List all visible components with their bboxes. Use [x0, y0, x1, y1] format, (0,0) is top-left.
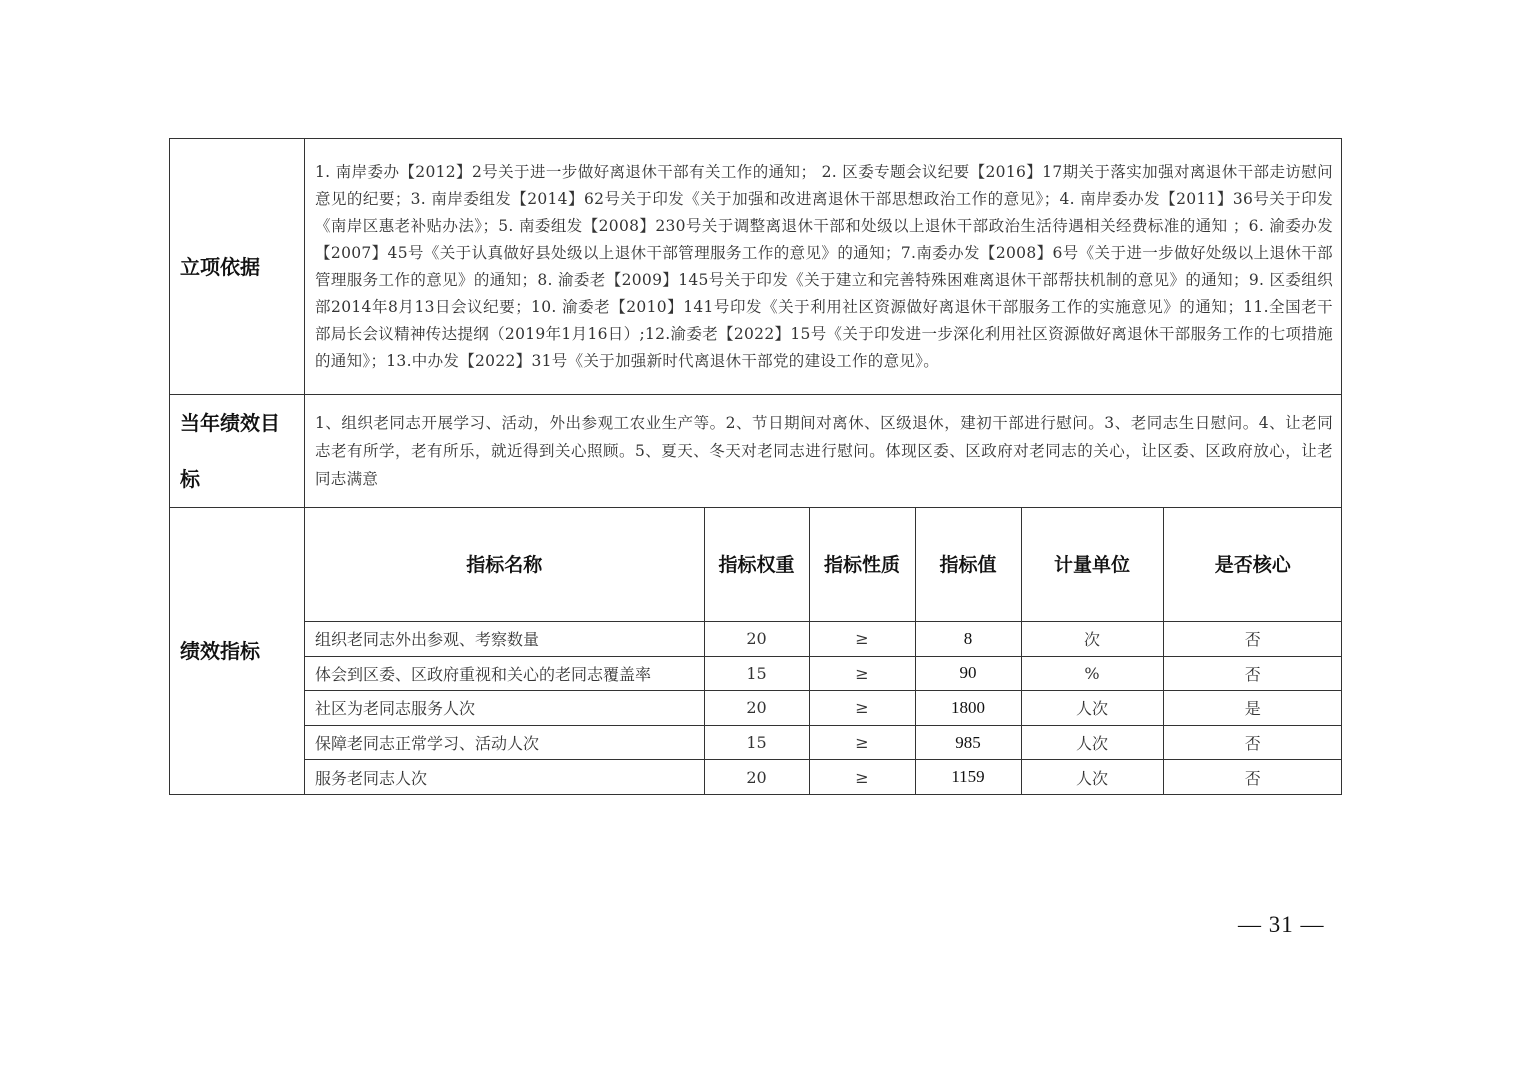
metric-unit: %	[1021, 656, 1163, 691]
metric-nature: ≥	[809, 760, 915, 794]
goal-label: 当年绩效目标	[170, 395, 305, 508]
metric-unit: 次	[1021, 622, 1163, 657]
header-name: 指标名称	[305, 508, 704, 622]
metric-core: 否	[1163, 656, 1342, 691]
metric-nature: ≥	[809, 656, 915, 691]
metric-name: 社区为老同志服务人次	[305, 691, 704, 726]
goal-text: 1、组织老同志开展学习、活动，外出参观工农业生产等。2、节日期间对离休、区级退休，建初干部进行慰问。3、老同志生日慰问。4、让老同志老有所学，老有所乐，就近得到关心照顾。5、夏天、冬天对老同志进行慰问。体现区委、区政府对老同志的关心，让区委、区政府放心，让老同志满意	[305, 395, 1342, 508]
table-row	[305, 760, 1342, 794]
metric-nature: ≥	[809, 691, 915, 726]
metric-weight: 15	[704, 656, 809, 691]
metric-unit: 人次	[1021, 725, 1163, 760]
metrics-table	[305, 508, 1342, 794]
metric-weight: 15	[704, 725, 809, 760]
table-row	[305, 656, 1342, 691]
metric-value: 8	[915, 622, 1021, 657]
metrics-header-row	[305, 508, 1342, 622]
table-row	[305, 622, 1342, 657]
header-core: 是否核心	[1163, 508, 1342, 622]
metric-nature: ≥	[809, 622, 915, 657]
page-number: — 31 —	[1238, 912, 1325, 937]
metric-name: 体会到区委、区政府重视和关心的老同志覆盖率	[305, 656, 704, 691]
header-weight: 指标权重	[704, 508, 809, 622]
table-row	[305, 725, 1342, 760]
header-value: 指标值	[915, 508, 1021, 622]
metric-value: 985	[915, 725, 1021, 760]
table-row	[305, 691, 1342, 726]
metric-name: 组织老同志外出参观、考察数量	[305, 622, 704, 657]
metric-nature: ≥	[809, 725, 915, 760]
metric-unit: 人次	[1021, 760, 1163, 794]
metric-value: 1159	[915, 760, 1021, 794]
basis-row	[170, 139, 1342, 395]
goal-row	[170, 395, 1342, 508]
metric-core: 是	[1163, 691, 1342, 726]
metric-value: 1800	[915, 691, 1021, 726]
metric-value: 90	[915, 656, 1021, 691]
metric-core: 否	[1163, 622, 1342, 657]
metric-weight: 20	[704, 622, 809, 657]
metrics-row	[170, 508, 1342, 795]
metric-core: 否	[1163, 760, 1342, 794]
metric-core: 否	[1163, 725, 1342, 760]
metrics-container	[305, 508, 1342, 795]
header-unit: 计量单位	[1021, 508, 1163, 622]
header-nature: 指标性质	[809, 508, 915, 622]
basis-text: 1. 南岸委办【2012】2号关于进一步做好离退休干部有关工作的通知； 2. 区委专题会议纪要【2016】17期关于落实加强对离退休干部走访慰问意见的纪要；3. 南岸委组发【2014】62号关于印发《关于加强和改进离退休干部思想政治工作的意见》；4. 南岸委办发【2011】36号关于印发《南岸区惠老补贴办法》；5. 南委组发【2008】230号关于调整离退休干部和处级以上退休干部政治生活待遇相关经费标准的通知 ；6. 渝委办发【2007】45号《关于认真做好县处级以上退休干部管理服务工作的意见》的通知；7.南委办发【2008】6号《关于进一步做好处级以上退休干部管理服务工作的意见》的通知；8. 渝委老【2009】145号关于印发《关于建立和完善特殊困难离退休干部帮扶机制的意见》的通知；9. 区委组织部2014年8月13日会议纪要；10. 渝委老【2010】141号印发《关于利用社区资源做好离退休干部服务工作的实施意见》的通知；11.全国老干部局长会议精神传达提纲（2019年1月16日）;12.渝委老【2022】15号《关于印发进一步深化利用社区资源做好离退休干部服务工作的七项措施的通知》；13.中办发【2022】31号《关于加强新时代离退休干部党的建设工作的意见》。	[305, 139, 1342, 395]
metric-name: 保障老同志正常学习、活动人次	[305, 725, 704, 760]
basis-label: 立项依据	[170, 139, 305, 395]
metric-unit: 人次	[1021, 691, 1163, 726]
performance-table	[169, 138, 1342, 795]
metrics-label: 绩效指标	[170, 508, 305, 795]
metric-weight: 20	[704, 760, 809, 794]
metric-name: 服务老同志人次	[305, 760, 704, 794]
metric-weight: 20	[704, 691, 809, 726]
